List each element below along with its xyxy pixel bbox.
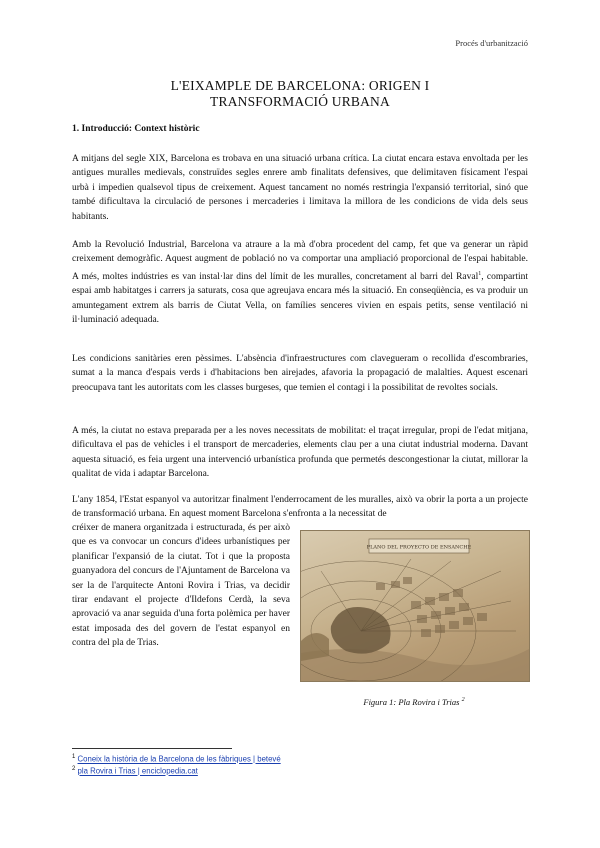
paragraph-3: Les condicions sanitàries eren pèssimes. L'absència d'infraestructures com clavegueram o recollida d'escombraries, sumat a la manca d'espais verds i d'habitacions ben airejades, afavoria la propagació de malalties. Aquest escenari preocupava tant les autoritats com les classes burgeses, que temien el contagi i la possibilitat de revoltes socials. [72, 354, 528, 393]
map-title: PLANO DEL PROYECTO DE ENSANCHE [366, 544, 472, 551]
section-heading: 1. Introducció: Context històric [72, 124, 200, 134]
paragraph-2-part-1: Amb la Revolució Industrial, Barcelona va atraure a la mà d'obra procedent del camp, fet que va generar un ràpid creixement demogràfic. Aquest augment de població no va comportar una ampliació proporcional de l'espai habitable. A més, moltes indústries es van instal·lar dins del límit de les muralles, concretament al barri del Raval [72, 240, 528, 282]
footnote-1 [72, 754, 281, 764]
paragraph-2-part-2: , compartint espai amb habitatges i carrers ja saturats, cosa que agreujava encara més la situació. En conseqüència, es va produir un amuntegament extrem als barris de Ciutat Vella, on famílies senceres vivien en espais petits, sense ventilació ni il·luminació adequada. [72, 271, 529, 326]
map-illustration [301, 531, 529, 681]
paragraph-4: A més, la ciutat no estava preparada per a les noves necessitats de mobilitat: el traçat irregular, propi de l'edat mitjana, dificultava el pas de vehicles i el transport de mercaderies, elements clau per a una ciutat industrial moderna. Davant aquesta situació, es feia urgent una intervenció urbanística profunda que permetés descongestionar la ciutat, millorar la qualitat de vida i adaptar Barcelona. [72, 426, 528, 480]
paragraph-1: A mitjans del segle XIX, Barcelona es trobava en una situació urbana crítica. La ciutat encara estava envoltada per les antigues muralles medievals, construïdes segles enrere amb finalitats defensives, que delimitaven físicament l'espai urbà i impedien qualsevol tipus de creixement. Aquest tancament no només restringia l'expansió territorial, sinó que també dificultava la circulació de persones i mercaderies i limitava la millora de les condicions de vida dels seus habitants. [72, 154, 528, 222]
title-line-2: TRANSFORMACIÓ URBANA [210, 94, 390, 109]
title-line-1: L'EIXAMPLE DE BARCELONA: ORIGEN I [170, 78, 430, 93]
footnote-2 [72, 766, 198, 776]
figure-caption [300, 697, 528, 707]
running-header: Procés d'urbanització [455, 38, 528, 48]
figure-caption-text: Figura 1: Pla Rovira i Trias [363, 697, 460, 707]
footnote-number: 1 [72, 754, 76, 760]
footnote-link-betteve[interactable]: Coneix la història de la Barcelona de les fàbriques | betevé [77, 754, 281, 764]
footnote-ref-1[interactable]: 1 [478, 270, 482, 277]
footnote-divider [72, 748, 232, 749]
paragraph-2 [72, 238, 528, 328]
page-title [72, 78, 528, 110]
figure-map-image [300, 530, 530, 682]
paragraph-5: L'any 1854, l'Estat espanyol va autoritzar finalment l'enderrocament de les muralles, això va obrir la porta a un projecte de transformació urbana. En aquest moment Barcelona s'enfronta a la necessitat de [72, 495, 528, 520]
paragraph-6: créixer de manera organitzada i estructurada, és per això que es va convocar un concurs d'idees urbanístiques per planificar l'expansió de la ciutat. Tot i que la proposta guanyadora del concurs de l'Ajuntament de Barcelona va ser la de l'arquitecte Antoni Rovira i Trias, va decidir tirar endavant el projecte d'Ildefons Cerdà, la seva aprovació va anar seguida d'una forta polèmica per haver estat imposada des del govern de l'estat espanyol en contra del pla de Trias. [72, 523, 290, 649]
footnote-number: 2 [72, 766, 76, 772]
footnote-link-enciclopedia[interactable]: pla Rovira i Trias | enciclopedia.cat [77, 766, 198, 776]
footnote-ref-2[interactable]: 2 [461, 697, 465, 704]
